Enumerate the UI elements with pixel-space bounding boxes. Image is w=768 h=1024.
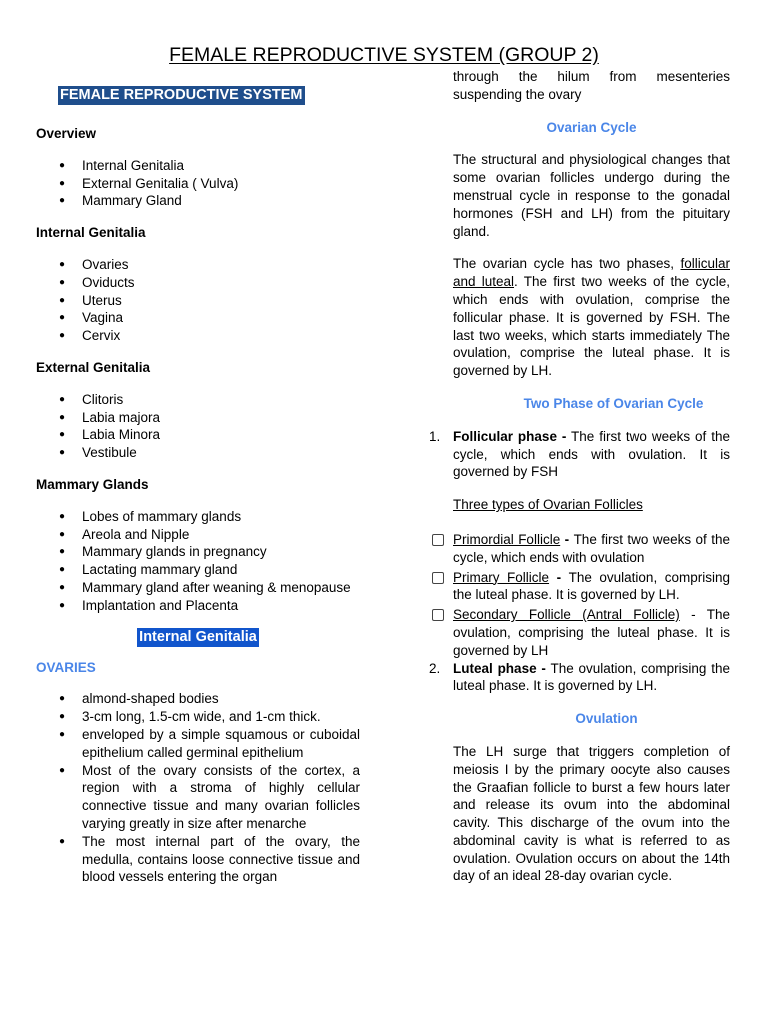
checkbox-icon[interactable] xyxy=(432,534,444,546)
mammary-glands-heading: Mammary Glands xyxy=(36,476,149,492)
list-item: ● Clitoris xyxy=(36,391,360,409)
checklist-item-primordial xyxy=(453,531,730,567)
overview-list xyxy=(36,157,360,210)
list-item: ● The most internal part of the ovary, the medulla, contains loose connective tissue and blood vessels entering the organ xyxy=(36,833,360,886)
ovarian-cycle-phases-paragraph xyxy=(453,255,730,380)
overview-heading: Overview xyxy=(36,126,97,141)
follicle-text: The ovulation, comprising the luteal phase. It is governed by LH. xyxy=(453,569,730,603)
list-item: ● Lobes of mammary glands xyxy=(36,508,360,526)
follicle-term: Secondary Follicle (Antral Follicle) xyxy=(453,607,680,623)
list-item: ● Cervix xyxy=(36,327,360,345)
paragraph-text: . The first two weeks of the cycle, which ends with ovulation, comprise the follicular phase. It is governed by FSH. The last two weeks, which starts immediately The ovulation, comprise the luteal phase. It is governed by LH. xyxy=(453,274,730,379)
follicular-phase-term: Follicular phase - xyxy=(453,428,567,444)
list-item: ● Mammary glands in pregnancy xyxy=(36,543,360,561)
follicle-separator: - xyxy=(560,531,574,547)
checkbox-icon[interactable] xyxy=(432,609,444,621)
internal-genitalia-heading: Internal Genitalia xyxy=(36,225,146,241)
internal-genitalia-section-heading: Internal Genitalia xyxy=(139,628,257,645)
checkbox-icon[interactable] xyxy=(432,572,444,584)
ovulation-paragraph: The LH surge that triggers completion of meiosis I by the primary oocyte also causes the Graafian follicle to burst a few hours later and release its ovum into the abdominal cavity. This discharge of the ovum into the abdominal cavity is what is referred to as ovulation. Ovulation occurs on about the 14th day of an ideal 28-day ovarian cycle. xyxy=(453,743,730,884)
paragraph-text: The ovarian cycle has two phases, xyxy=(453,256,681,272)
ovaries-list xyxy=(36,690,360,886)
list-item: ● Implantation and Placenta xyxy=(36,597,360,615)
main-section-heading: FEMALE REPRODUCTIVE SYSTEM xyxy=(60,87,303,103)
follicle-types-heading: Three types of Ovarian Follicles xyxy=(453,497,643,513)
list-item: ● Vagina xyxy=(36,309,360,327)
two-phase-heading: Two Phase of Ovarian Cycle xyxy=(523,395,704,411)
ovaries-heading: OVARIES xyxy=(36,659,96,675)
list-item: ● Labia Minora xyxy=(36,426,360,444)
list-item: ● External Genitalia ( Vulva) xyxy=(36,175,360,193)
list-item: ● enveloped by a simple squamous or cuboidal epithelium called germinal epithelium xyxy=(36,726,360,762)
list-item: ● Vestibule xyxy=(36,444,360,462)
list-item: ● Lactating mammary gland xyxy=(36,561,360,579)
list-item: ● Labia majora xyxy=(36,409,360,427)
external-genitalia-list xyxy=(36,391,360,462)
follicle-term: Primordial Follicle xyxy=(453,531,561,547)
follicular-phase-item xyxy=(429,428,730,481)
follicle-separator: - xyxy=(679,607,707,623)
list-item: ● almond-shaped bodies xyxy=(36,690,360,708)
follicle-text: The first two weeks of the cycle, which ends with ovulation xyxy=(453,531,731,565)
checklist-item-secondary xyxy=(453,606,730,659)
phases-link[interactable]: follicular and luteal xyxy=(453,256,730,290)
list-item: ● Uterus xyxy=(36,292,360,310)
list-item: ● Oviducts xyxy=(36,274,360,292)
list-item: ● Areola and Nipple xyxy=(36,526,360,544)
document-title: FEMALE REPRODUCTIVE SYSTEM (GROUP 2) xyxy=(169,44,599,66)
luteal-phase-item xyxy=(429,660,730,696)
right-column xyxy=(429,68,731,885)
mammary-glands-list xyxy=(36,508,360,615)
follicle-separator: - xyxy=(549,569,569,585)
checklist-item-primary xyxy=(453,569,730,605)
internal-genitalia-list xyxy=(36,256,360,345)
list-item: ● Mammary Gland xyxy=(36,192,360,210)
continuation-paragraph: through the hilum from mesenteries suspending the ovary xyxy=(453,69,730,102)
follicular-phase-text: The first two weeks of the cycle, which ends with ovulation. It is governed by FSH xyxy=(453,428,730,480)
luteal-phase-text: The ovulation, comprising the luteal phase. It is governed by LH. xyxy=(453,660,730,694)
list-number: 2. xyxy=(429,660,441,676)
follicle-text: The ovulation, comprising the luteal phase. It is governed by LH xyxy=(453,607,730,658)
list-item: ● 3-cm long, 1.5-cm wide, and 1-cm thick. xyxy=(36,708,360,726)
ovarian-cycle-heading: Ovarian Cycle xyxy=(546,119,637,135)
left-column xyxy=(36,86,360,886)
list-item: ● Ovaries xyxy=(36,256,360,274)
external-genitalia-heading: External Genitalia xyxy=(36,359,151,375)
follicle-term: Primary Follicle xyxy=(453,569,550,585)
list-number: 1. xyxy=(429,428,441,444)
list-item: ● Most of the ovary consists of the cortex, a region with a stroma of highly cellular connective tissue and many ovarian follicles varying greatly in size after menarche xyxy=(36,762,360,833)
ovulation-heading: Ovulation xyxy=(575,711,638,727)
luteal-phase-term: Luteal phase - xyxy=(453,660,546,676)
list-item: ● Internal Genitalia xyxy=(36,157,360,175)
ovarian-cycle-paragraph: The structural and physiological changes that some ovarian follicles undergo during the menstrual cycle in response to the gonadal hormones (FSH and LH) from the pituitary gland. xyxy=(453,152,730,239)
list-item: ● Mammary gland after weaning & menopause xyxy=(36,579,360,597)
